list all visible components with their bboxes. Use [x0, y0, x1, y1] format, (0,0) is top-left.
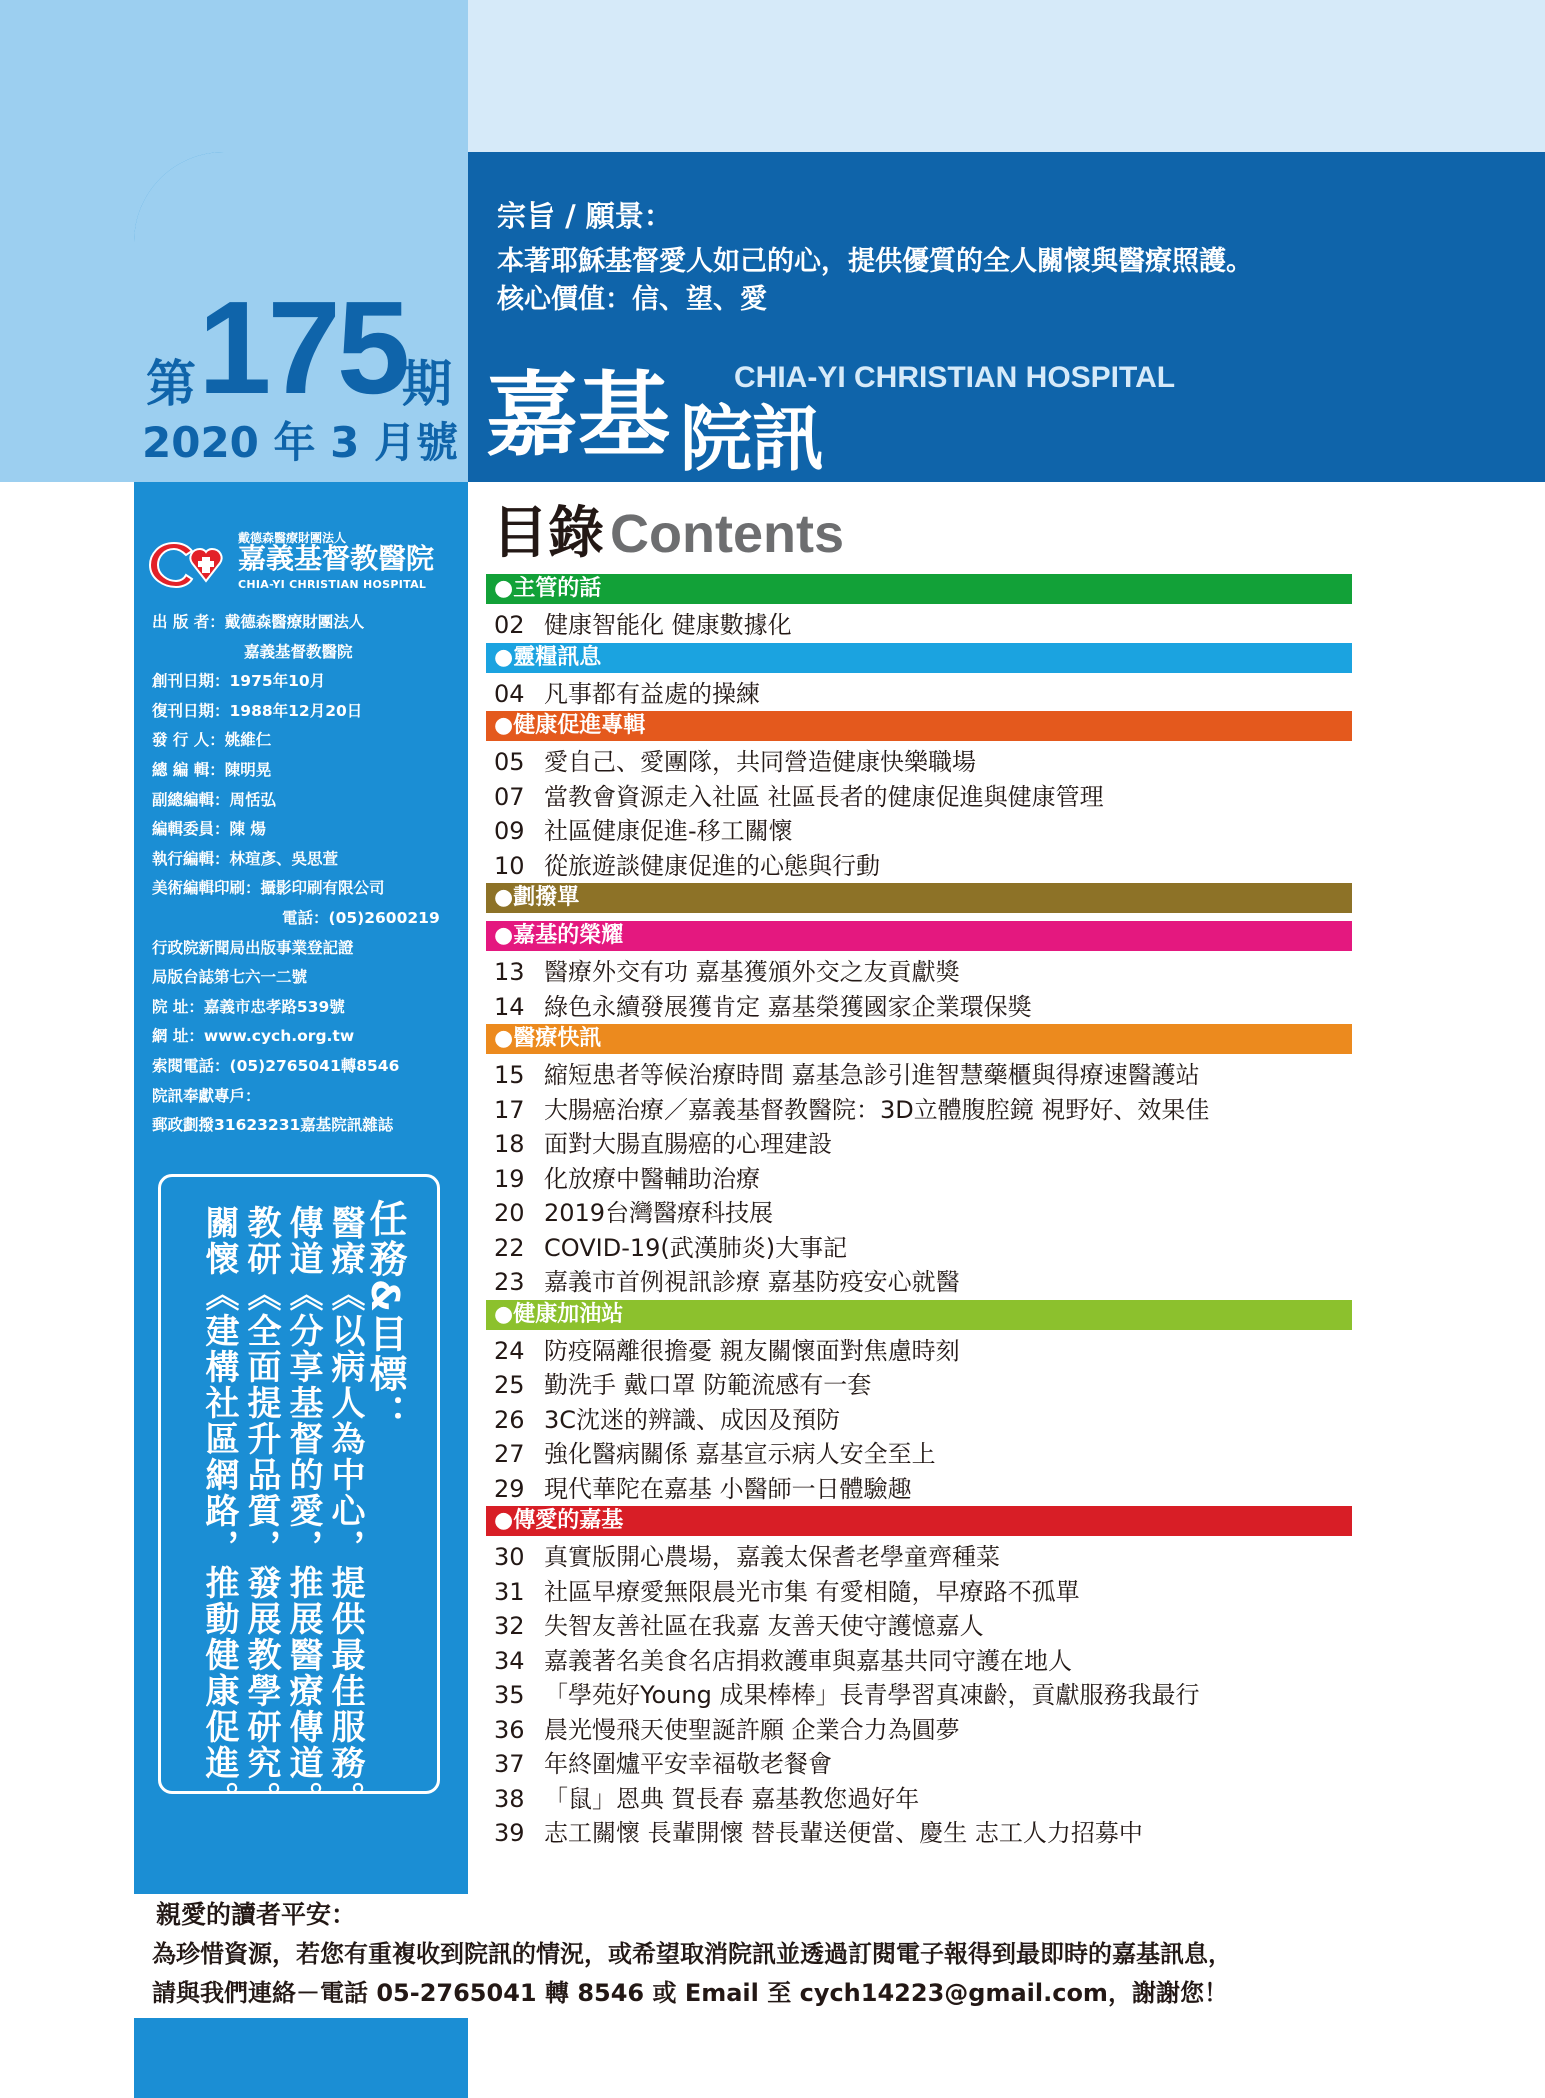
notice-greeting: 親愛的讀者平安： [156, 1900, 357, 1929]
toc-entry[interactable] [486, 849, 1352, 884]
toc-page-number: 22 [494, 1233, 525, 1262]
magazine-title-main: 嘉基 [486, 361, 671, 469]
masthead-line: 出 版 者：戴德森醫療財團法人 [152, 613, 365, 631]
toc-entry-title: 失智友善社區在我嘉 友善天使守護憶嘉人 [544, 1612, 984, 1640]
toc-entry[interactable] [486, 1609, 1352, 1644]
toc-entry[interactable] [486, 1127, 1352, 1162]
toc-section-header: ●靈糧訊息 [486, 643, 1352, 673]
toc-section-header: ●醫療快訊 [486, 1024, 1352, 1054]
toc-page-number: 05 [494, 748, 525, 776]
toc-page-number: 04 [494, 679, 525, 708]
toc-entry-title: 嘉義著名美食名店捐救護車與嘉基共同守護在地人 [544, 1646, 1072, 1675]
toc-page-number: 18 [494, 1130, 525, 1158]
contents-title-zh: 目錄 [492, 501, 604, 566]
toc-entry-title: 愛自己、愛團隊，共同營造健康快樂職場 [544, 748, 976, 776]
logo-english-name: CHIA-YI CHRISTIAN HOSPITAL [238, 578, 427, 591]
toc-section-header: ●主管的話 [486, 574, 1352, 604]
masthead-line: 嘉義基督教醫院 [244, 642, 353, 661]
toc-page-number: 36 [494, 1715, 525, 1744]
masthead-line: 美術編輯印刷：攝影印刷有限公司 [152, 879, 385, 898]
toc-entry-title: 醫療外交有功 嘉基獲頒外交之友貢獻獎 [544, 958, 960, 986]
toc-entry-title: 志工關懷 長輩開懷 替長輩送便當、慶生 志工人力招募中 [544, 1819, 1143, 1847]
toc-section-header: ●健康促進專輯 [486, 711, 1352, 741]
masthead-line: 院 址：嘉義市忠孝路539號 [152, 997, 345, 1016]
toc-entry[interactable] [486, 608, 1352, 643]
top-right-band [468, 0, 1545, 152]
issue-number: 175 [198, 274, 407, 421]
mission-goals-title: 任務&目標： [363, 1199, 407, 1435]
toc-page-number: 13 [494, 958, 525, 986]
mission-goals-box [158, 1174, 440, 1817]
toc-page-number: 20 [494, 1199, 525, 1227]
toc-entry[interactable] [486, 1575, 1352, 1610]
toc-entry-title: 「學苑好Young 成果棒棒」長青學習真凍齡，貢獻服務我最行 [544, 1681, 1200, 1709]
logo-hospital-name: 嘉義基督教醫院 [238, 542, 435, 575]
masthead-line: 索閱電話：(05)2765041轉8546 [152, 1056, 400, 1075]
toc-entry[interactable] [486, 1368, 1352, 1403]
toc-entry-title: 晨光慢飛天使聖誕許願 企業合力為圓夢 [544, 1715, 960, 1744]
toc-page-number: 26 [494, 1405, 525, 1434]
masthead-line: 總 編 輯：陳明晃 [152, 760, 272, 779]
toc-entry[interactable] [486, 1644, 1352, 1679]
toc-page-number: 23 [494, 1268, 525, 1296]
hospital-english-name: CHIA-YI CHRISTIAN HOSPITAL [734, 361, 1176, 394]
toc-entry-title: 現代華陀在嘉基 小醫師一日體驗趣 [544, 1474, 912, 1503]
toc-entry-title: 社區早療愛無限晨光市集 有愛相隨，早療路不孤單 [544, 1577, 1080, 1606]
masthead-line: 發 行 人：姚維仁 [152, 731, 272, 750]
issue-prefix: 第 [146, 356, 196, 412]
toc-entry-title: 強化醫病關係 嘉基宣示病人安全至上 [544, 1440, 936, 1468]
toc-entry[interactable] [486, 1265, 1352, 1300]
toc-entry[interactable] [486, 1782, 1352, 1817]
toc-entry[interactable] [486, 1678, 1352, 1713]
toc-page-number: 14 [494, 992, 525, 1021]
toc-entry-title: 社區健康促進-移工關懷 [544, 817, 793, 845]
mission-goal-line: 醫療︽以病人為中心，提供最佳服務。 [325, 1205, 365, 1817]
toc-entry[interactable] [486, 1058, 1352, 1093]
toc-entry-title: 綠色永續發展獲肯定 嘉基榮獲國家企業環保獎 [544, 992, 1032, 1021]
toc-section-header: ●健康加油站 [486, 1300, 1352, 1330]
toc-entry[interactable] [486, 1713, 1352, 1748]
toc-page-number: 24 [494, 1336, 525, 1365]
toc-entry-title: COVID-19(武漢肺炎)大事記 [544, 1233, 848, 1262]
toc-entry-title: 大腸癌治療／嘉義基督教醫院：3D立體腹腔鏡 視野好、效果佳 [544, 1095, 1210, 1124]
mission-goal-line: 關懷︽建構社區網路，推動健康促進。 [199, 1205, 239, 1817]
core-values: 核心價值：信、望、愛 [497, 284, 767, 315]
toc-entry[interactable] [486, 990, 1352, 1025]
toc-entry[interactable] [486, 1747, 1352, 1782]
toc-entry[interactable] [486, 780, 1352, 815]
masthead-line: 編輯委員：陳 煬 [152, 820, 266, 839]
toc-page-number: 10 [494, 851, 525, 880]
toc-page-number: 38 [494, 1784, 525, 1813]
issue-suffix: 期 [402, 356, 452, 412]
toc-entry-title: 2019台灣醫療科技展 [544, 1199, 774, 1227]
toc-entry[interactable] [486, 955, 1352, 990]
toc-page-number: 07 [494, 782, 525, 811]
masthead-line: 行政院新聞局出版事業登記證 [152, 938, 354, 957]
toc-entry-title: 健康智能化 健康數據化 [544, 611, 792, 639]
toc-entry-title: 嘉義市首例視訊診療 嘉基防疫安心就醫 [544, 1268, 960, 1296]
masthead-line: 副總編輯：周恬弘 [152, 790, 277, 809]
toc-section-header: ●劃撥單 [486, 883, 1352, 913]
contents-heading [492, 502, 844, 566]
toc-entry-title: 化放療中醫輔助治療 [544, 1164, 760, 1193]
toc-section-header: ●傳愛的嘉基 [486, 1506, 1352, 1536]
masthead-line: 網 址：www.cych.org.tw [152, 1027, 355, 1046]
toc-entry-title: 「鼠」恩典 賀長春 嘉基教您過好年 [544, 1784, 920, 1813]
toc-entry-title: 3C沈迷的辨識、成因及預防 [544, 1405, 841, 1434]
hospital-logo-icon [146, 535, 236, 591]
toc-page-number: 32 [494, 1612, 525, 1640]
magazine-title-sub: 院訊 [680, 396, 825, 481]
toc-page-number: 15 [494, 1061, 525, 1089]
notice-line: 為珍惜資源，若您有重複收到院訊的情況，或希望取消院訊並透過訂閱電子報得到最即時的嘉基訊息， [152, 1940, 1232, 1968]
toc-page-number: 30 [494, 1543, 525, 1571]
toc-section-header: ●嘉基的榮耀 [486, 921, 1352, 951]
reader-notice [134, 1894, 1434, 2018]
mission-goal-line: 教研︽全面提升品質，發展教學研究。 [241, 1205, 281, 1817]
toc-entry[interactable] [486, 1231, 1352, 1266]
masthead-line: 電話：(05)2600219 [282, 908, 440, 927]
toc-page-number: 02 [494, 611, 525, 639]
mission-text: 本著耶穌基督愛人如己的心，提供優質的全人關懷與醫療照護。 [497, 246, 1253, 277]
toc-entry-title: 凡事都有益處的操練 [544, 679, 760, 708]
toc-entry[interactable] [486, 677, 1352, 712]
masthead-line: 創刊日期：1975年10月 [152, 672, 326, 691]
mission-goal-line: 傳道︽分享基督的愛，推展醫療傳道。 [283, 1205, 323, 1817]
toc-entry-title: 面對大腸直腸癌的心理建設 [544, 1130, 832, 1158]
masthead-line: 郵政劃撥31623231嘉基院訊雜誌 [152, 1116, 394, 1135]
toc-entry[interactable] [486, 1162, 1352, 1197]
toc-entry[interactable] [486, 1437, 1352, 1472]
toc-page-number: 09 [494, 817, 525, 845]
masthead-line: 復刊日期：1988年12月20日 [152, 701, 363, 720]
masthead-line: 局版台誌第七六一二號 [152, 968, 308, 987]
toc-entry[interactable] [486, 1816, 1352, 1851]
toc-entry-title: 防疫隔離很擔憂 親友關懷面對焦慮時刻 [544, 1336, 960, 1365]
toc-entry[interactable] [486, 1472, 1352, 1507]
hospital-logo [146, 525, 456, 595]
masthead-line: 執行編輯：林瑄彥、吳思萱 [152, 849, 339, 868]
toc-entry[interactable] [486, 1334, 1352, 1369]
issue-date: 2020 年 3 月號 [142, 418, 458, 467]
table-of-contents [486, 574, 1352, 1851]
toc-page-number: 27 [494, 1440, 525, 1468]
logo-org-name: 戴德森醫療財團法人 [238, 531, 347, 545]
notice-line: 請與我們連絡－電話 05-2765041 轉 8546 或 Email 至 cych14223@gmail.com，謝謝您！ [152, 1979, 1228, 2007]
toc-page-number: 19 [494, 1164, 525, 1193]
toc-entry[interactable] [486, 1196, 1352, 1231]
toc-entry-title: 從旅遊談健康促進的心態與行動 [544, 851, 880, 880]
toc-entry[interactable] [486, 1540, 1352, 1575]
toc-entry-title: 年終圍爐平安幸福敬老餐會 [544, 1750, 832, 1778]
toc-entry-title: 真實版開心農場，嘉義太保耆老學童齊種菜 [544, 1543, 1000, 1571]
toc-page-number: 37 [494, 1750, 525, 1778]
toc-entry[interactable] [486, 1403, 1352, 1438]
toc-entry[interactable] [486, 814, 1352, 849]
contents-title-en: Contents [610, 504, 844, 564]
toc-entry[interactable] [486, 1093, 1352, 1128]
toc-entry-title: 縮短患者等候治療時間 嘉基急診引進智慧藥櫃與得療速醫護站 [544, 1061, 1200, 1089]
toc-page-number: 29 [494, 1474, 525, 1503]
toc-entry-title: 勤洗手 戴口罩 防範流感有一套 [544, 1371, 872, 1399]
toc-entry[interactable] [486, 745, 1352, 780]
toc-page-number: 25 [494, 1371, 525, 1399]
toc-entry-title: 當教會資源走入社區 社區長者的健康促進與健康管理 [544, 782, 1104, 811]
masthead-line: 院訊奉獻專戶： [152, 1086, 261, 1105]
toc-page-number: 35 [494, 1681, 525, 1709]
toc-page-number: 31 [494, 1577, 525, 1606]
toc-page-number: 34 [494, 1646, 525, 1675]
mission-title: 宗旨 / 願景： [497, 199, 673, 233]
toc-page-number: 17 [494, 1095, 525, 1124]
masthead [152, 608, 462, 1141]
toc-page-number: 39 [494, 1819, 525, 1847]
